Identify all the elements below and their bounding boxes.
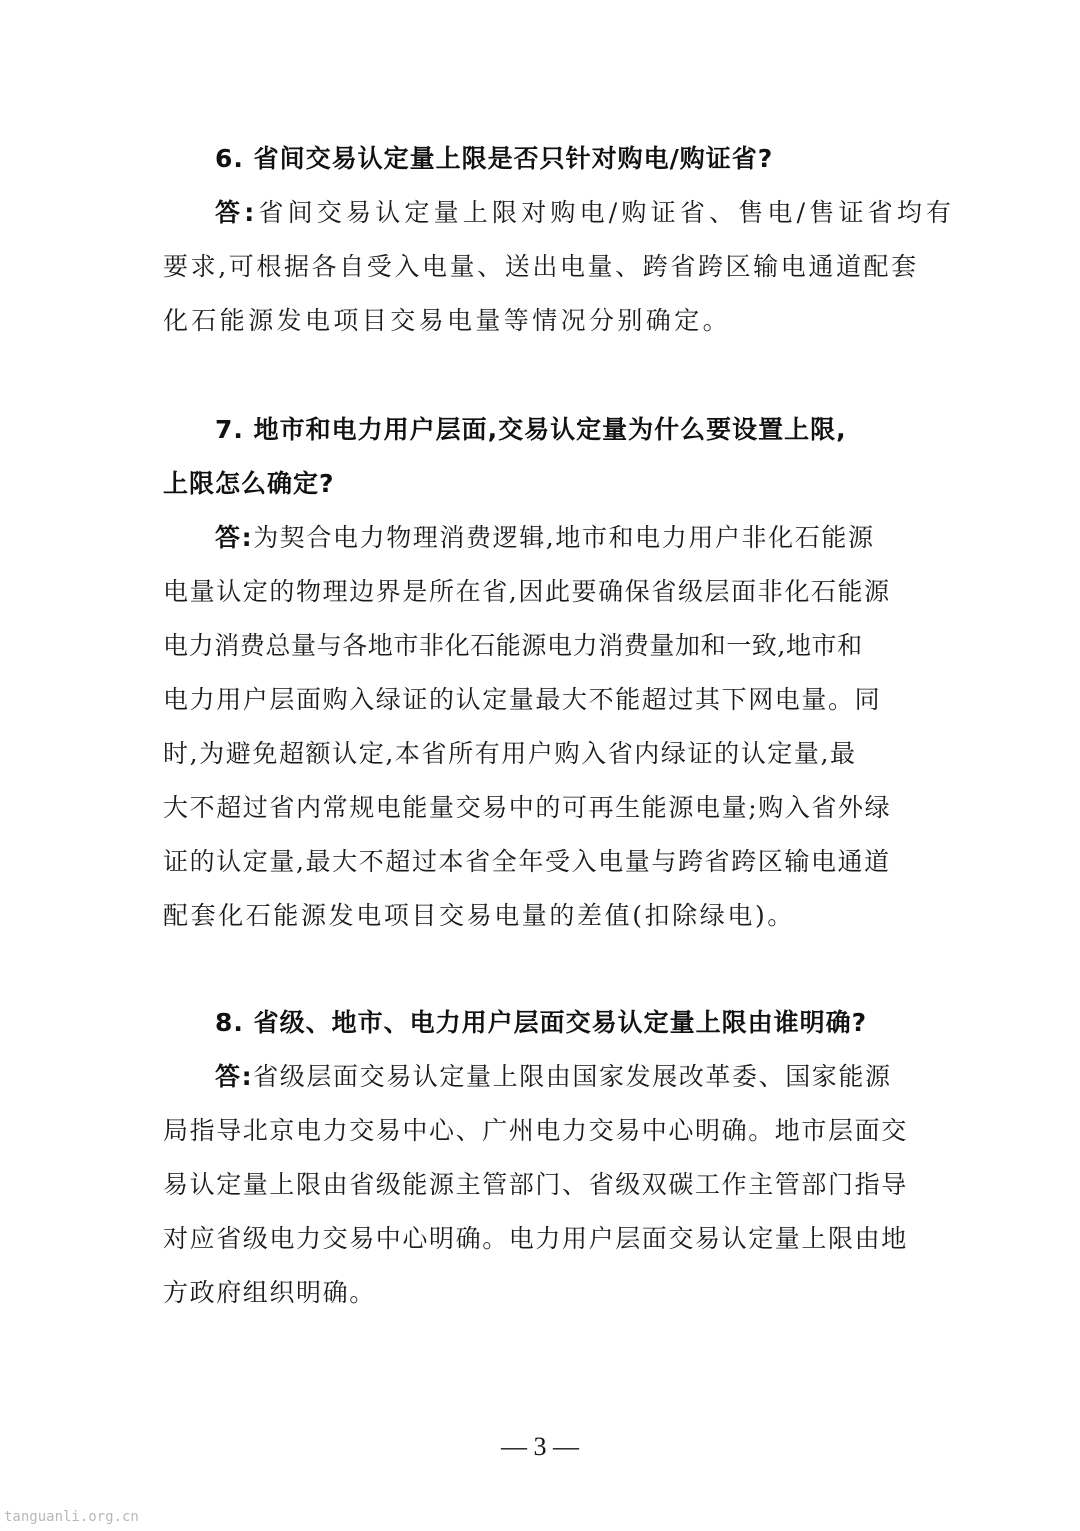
answer-line: 局指导北京电力交易中心、广州电力交易中心明确。地市层面交	[163, 1116, 908, 1145]
answer-line: 电力消费总量与各地市非化石能源电力消费量加和一致,地市和	[163, 631, 863, 660]
answer-line: 易认定量上限由省级能源主管部门、省级双碳工作主管部门指导	[163, 1170, 908, 1199]
answer-line: 大不超过省内常规电能量交易中的可再生能源电量;购入省外绿	[163, 793, 892, 822]
question-heading-continued: 上限怎么确定?	[163, 469, 335, 498]
qa-section-7	[163, 403, 923, 943]
answer-text: 为契合电力物理消费逻辑,地市和电力用户非化石能源	[253, 523, 875, 552]
qa-section-6	[163, 132, 956, 348]
answer-label: 答:	[215, 198, 259, 227]
question-heading: 7. 地市和电力用户层面,交易认定量为什么要设置上限,	[215, 415, 847, 444]
answer-line: 方政府组织明确。	[163, 1278, 376, 1307]
answer-line: 证的认定量,最大不超过本省全年受入电量与跨省跨区输电通道	[163, 847, 891, 876]
answer-line: 电量认定的物理边界是所在省,因此要确保省级层面非化石能源	[163, 577, 891, 606]
answer-label: 答:	[215, 523, 254, 552]
question-heading: 8. 省级、地市、电力用户层面交易认定量上限由谁明确?	[215, 1008, 868, 1037]
answer-text: 省间交易认定量上限对购电/购证省、售电/售证省均有	[258, 198, 956, 227]
answer-line: 要求,可根据各自受入电量、送出电量、跨省跨区输电通道配套	[163, 252, 919, 281]
answer-text: 省级层面交易认定量上限由国家发展改革委、国家能源	[253, 1062, 892, 1091]
answer-first-line	[163, 511, 923, 565]
page-number: — 3 —	[501, 1432, 579, 1461]
answer-line: 电力用户层面购入绿证的认定量最大不能超过其下网电量。同	[163, 685, 882, 714]
question-heading: 6. 省间交易认定量上限是否只针对购电/购证省?	[215, 144, 774, 173]
watermark-text: tanguanli.org.cn	[4, 1509, 139, 1525]
answer-label: 答:	[215, 1062, 254, 1091]
qa-section-8	[163, 996, 923, 1320]
answer-first-line	[163, 1050, 923, 1104]
answer-line: 配套化石能源发电项目交易电量的差值(扣除绿电)。	[163, 901, 795, 930]
answer-line: 化石能源发电项目交易电量等情况分别确定。	[163, 306, 732, 335]
answer-first-line	[163, 186, 956, 240]
answer-line: 时,为避免超额认定,本省所有用户购入省内绿证的认定量,最	[163, 739, 857, 768]
answer-line: 对应省级电力交易中心明确。电力用户层面交易认定量上限由地	[163, 1224, 908, 1253]
